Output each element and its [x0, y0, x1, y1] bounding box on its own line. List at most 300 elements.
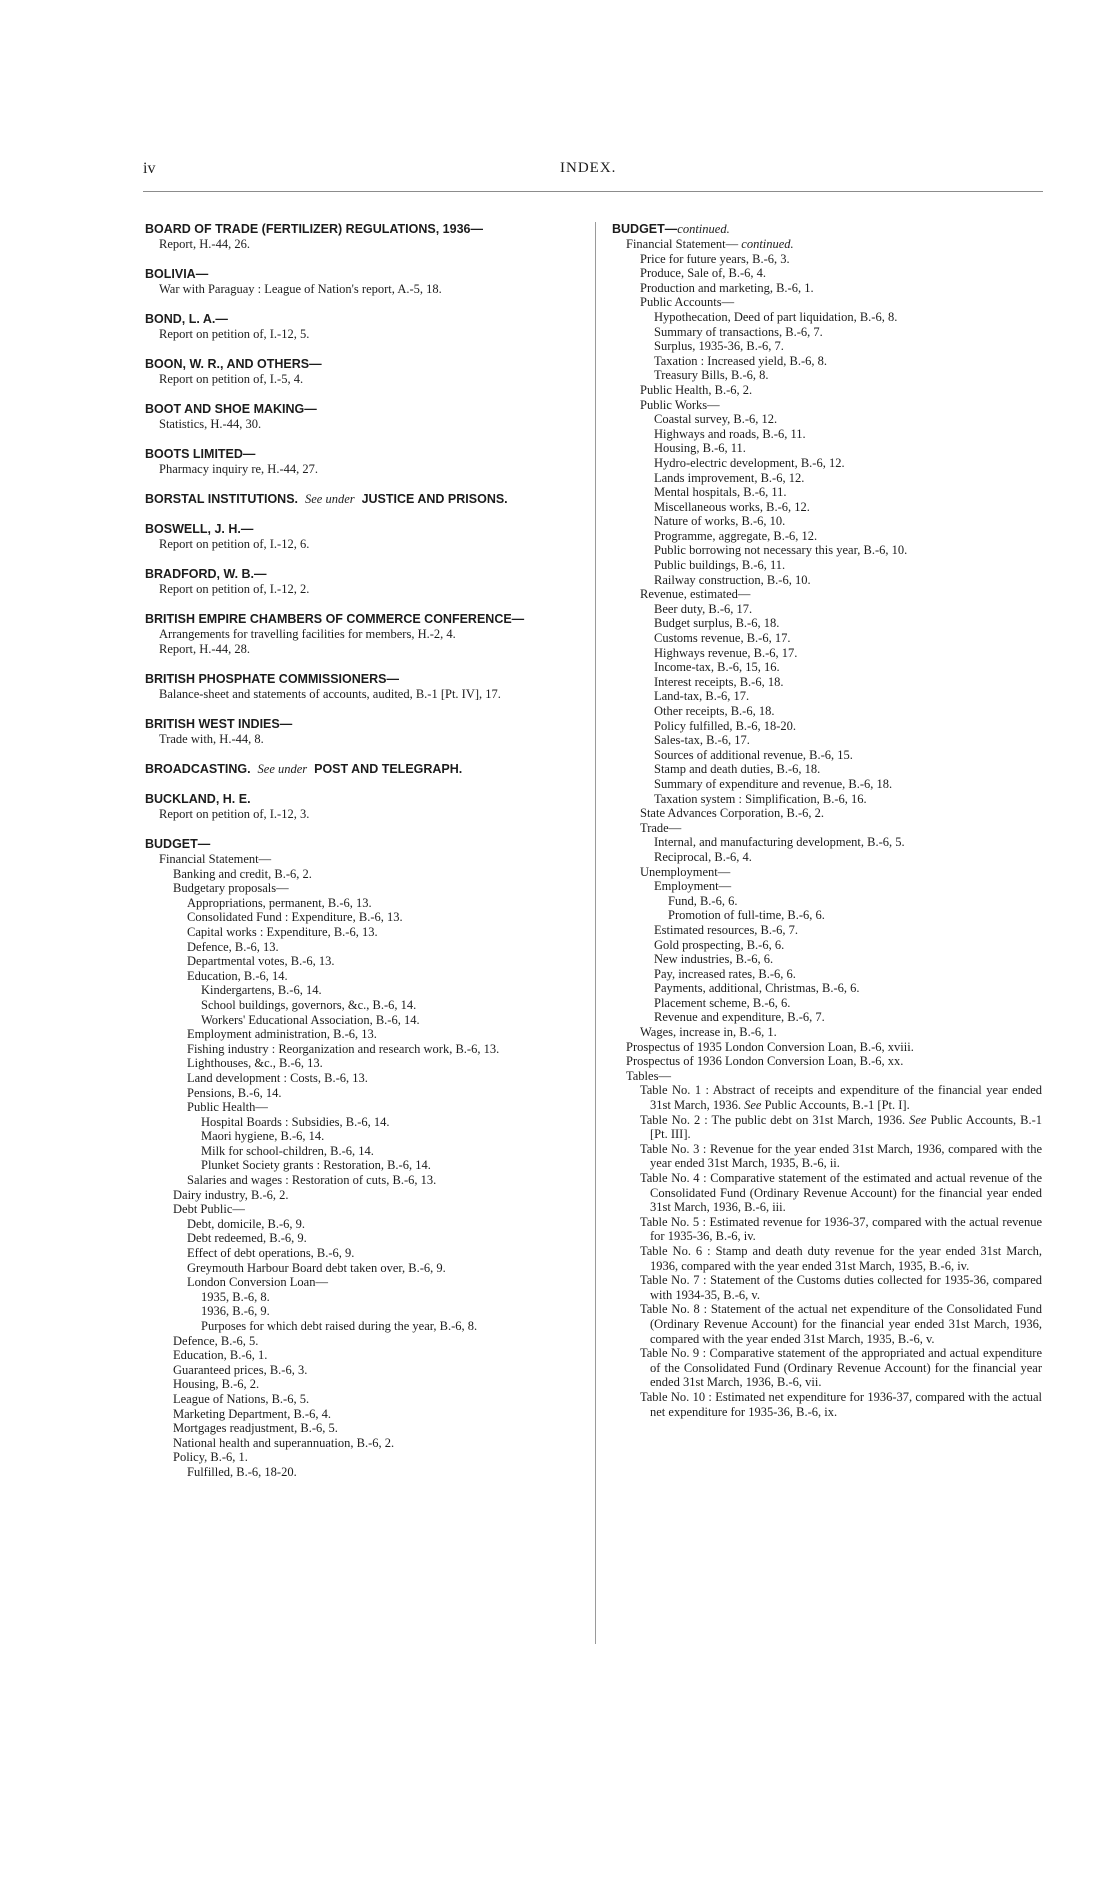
line-text: Sales-tax, B.-6, 17. — [654, 733, 750, 748]
budget-line — [612, 412, 1042, 427]
budget-line — [612, 850, 1042, 865]
line-text: Consolidated Fund : Expenditure, B.-6, 13. — [187, 910, 403, 925]
line-text: Revenue, estimated— — [640, 587, 751, 602]
budget-line — [612, 456, 1042, 471]
heading-text: BUDGET— — [612, 222, 678, 236]
line-text: Employment administration, B.-6, 13. — [187, 1027, 377, 1042]
entry-line: Balance-sheet and statements of accounts, audited, B.-1 [Pt. IV], 17. — [159, 687, 501, 701]
budget-line — [612, 587, 1042, 602]
line-text: Salaries and wages : Restoration of cuts, B.-6, 13. — [187, 1173, 437, 1188]
budget-line — [612, 485, 1042, 500]
line-text: Taxation : Increased yield, B.-6, 8. — [654, 353, 828, 368]
header-rule — [143, 191, 1043, 192]
budget-line — [145, 1202, 581, 1217]
index-entry — [145, 447, 581, 477]
budget-line — [145, 1304, 581, 1319]
line-text: Departmental votes, B.-6, 13. — [187, 954, 335, 969]
line-text: Table No. 3 : Revenue for the year ended 31st March, 1936, compared with the year ended 31st March, 1935, B.-6, ii. — [640, 1141, 1042, 1171]
entry-heading — [145, 267, 581, 282]
line-text: Defence, B.-6, 5. — [173, 1333, 259, 1348]
budget-lines — [145, 852, 581, 1480]
budget-line — [612, 427, 1042, 442]
budget-line — [145, 1407, 581, 1422]
budget-line — [612, 266, 1042, 281]
line-text: Policy fulfilled, B.-6, 18-20. — [654, 718, 796, 733]
line-text-after: Public Accounts, B.-1 [Pt. III]. — [650, 1112, 1043, 1142]
line-text: Financial Statement— — [626, 237, 739, 251]
line-text: Table No. 5 : Estimated revenue for 1936-37, compared with the actual revenue for 1935-36, B.-6, iv. — [640, 1214, 1042, 1244]
index-entry — [145, 312, 581, 342]
line-text: Debt, domicile, B.-6, 9. — [187, 1216, 306, 1231]
budget-line — [612, 792, 1042, 807]
budget-line — [612, 398, 1042, 413]
budget-line — [145, 1275, 581, 1290]
entry-line: Report on petition of, I.-12, 5. — [159, 327, 310, 341]
budget-line — [612, 1069, 1042, 1084]
budget-line — [612, 719, 1042, 734]
line-text: Effect of debt operations, B.-6, 9. — [187, 1246, 355, 1261]
budget-line — [612, 733, 1042, 748]
entry-heading — [145, 717, 581, 732]
line-text-after: Public Accounts, B.-1 [Pt. I]. — [764, 1098, 910, 1113]
line-text: Highways and roads, B.-6, 11. — [654, 426, 806, 441]
budget-line — [612, 281, 1042, 296]
entry-heading — [612, 222, 1042, 237]
budget-line — [612, 967, 1042, 982]
line-text: Table No. 1 : Abstract of receipts and expenditure of the financial year ended 31st March, 1936. — [640, 1083, 1042, 1113]
budget-line — [145, 1319, 581, 1334]
entry-heading — [145, 522, 581, 537]
budget-line — [145, 1158, 581, 1173]
line-text: Budgetary proposals— — [173, 881, 289, 896]
budget-line — [145, 1100, 581, 1115]
line-text: Produce, Sale of, B.-6, 4. — [640, 266, 767, 281]
budget-line — [145, 1188, 581, 1203]
line-text: Coastal survey, B.-6, 12. — [654, 412, 778, 427]
line-text: Table No. 8 : Statement of the actual net expenditure of the Consolidated Fund (Ordinary Revenue Account) for the financial year ended 31st March, 1936, compared with the year ended 31st March, 1935, B.-6, v. — [640, 1302, 1042, 1346]
line-text: Table No. 7 : Statement of the Customs duties collected for 1935-36, compared with 1934-35, B.-6, v. — [640, 1273, 1042, 1302]
budget-line — [145, 1465, 581, 1480]
entry-heading: BUDGET— — [145, 837, 211, 851]
line-text: Policy, B.-6, 1. — [173, 1450, 248, 1465]
budget-line — [612, 908, 1042, 923]
budget-line — [612, 543, 1042, 558]
budget-line — [612, 1215, 1042, 1244]
line-text: Sources of additional revenue, B.-6, 15. — [654, 747, 853, 762]
line-text: National health and superannuation, B.-6, 2. — [173, 1435, 395, 1450]
heading-text: BRADFORD, W. B.— — [145, 567, 267, 581]
budget-line — [612, 237, 1042, 252]
running-title: INDEX. — [560, 160, 617, 176]
line-text: Promotion of full-time, B.-6, 6. — [668, 908, 825, 923]
line-text: Housing, B.-6, 11. — [654, 441, 746, 456]
budget-line — [145, 1377, 581, 1392]
line-text: Surplus, 1935-36, B.-6, 7. — [654, 339, 784, 354]
index-entry — [145, 717, 581, 747]
entry-heading — [145, 567, 581, 582]
line-text: Highways revenue, B.-6, 17. — [654, 645, 798, 660]
line-text: Marketing Department, B.-6, 4. — [173, 1406, 331, 1421]
line-text: Table No. 9 : Comparative statement of the appropriated and actual expenditure of the Consolidated Fund (Ordinary Revenue Account) for the financial year ended 31st March, 1936, B.-6, vii. — [640, 1346, 1042, 1390]
line-text: Public buildings, B.-6, 11. — [654, 558, 786, 573]
line-text: Public Health, B.-6, 2. — [640, 382, 753, 397]
budget-line — [612, 631, 1042, 646]
budget-line — [612, 514, 1042, 529]
entry-line: Statistics, H.-44, 30. — [159, 417, 262, 431]
right-column — [612, 222, 1042, 1419]
line-text: Table No. 10 : Estimated net expenditure for 1936-37, compared with the actual net expenditure for 1935-36, B.-6, ix. — [640, 1389, 1042, 1419]
heading-text: BOON, W. R., AND OTHERS— — [145, 357, 322, 371]
index-entry — [145, 222, 581, 252]
budget-line — [612, 339, 1042, 354]
budget-line — [612, 689, 1042, 704]
line-text: Land development : Costs, B.-6, 13. — [187, 1070, 368, 1085]
budget-line — [145, 925, 581, 940]
line-text: Education, B.-6, 1. — [173, 1348, 268, 1363]
budget-line — [145, 910, 581, 925]
budget-line — [145, 1013, 581, 1028]
heading-text: BRITISH WEST INDIES— — [145, 717, 293, 731]
budget-line — [145, 852, 581, 867]
line-text: Nature of works, B.-6, 10. — [654, 514, 786, 529]
line-text: Programme, aggregate, B.-6, 12. — [654, 528, 818, 543]
line-text: Land-tax, B.-6, 17. — [654, 689, 750, 704]
budget-line — [145, 1392, 581, 1407]
line-text: Stamp and death duties, B.-6, 18. — [654, 762, 821, 777]
budget-line — [612, 354, 1042, 369]
heading-text: BORSTAL INSTITUTIONS. — [145, 492, 299, 506]
line-text: Banking and credit, B.-6, 2. — [173, 866, 312, 881]
line-text: Debt redeemed, B.-6, 9. — [187, 1231, 307, 1246]
budget-line — [612, 573, 1042, 588]
budget-line — [612, 1171, 1042, 1215]
line-text: Treasury Bills, B.-6, 8. — [654, 368, 769, 383]
budget-line — [612, 252, 1042, 267]
line-text: Beer duty, B.-6, 17. — [654, 601, 753, 616]
budget-line — [145, 1290, 581, 1305]
line-text: Reciprocal, B.-6, 4. — [654, 849, 752, 864]
budget-line — [145, 983, 581, 998]
entry-heading — [145, 357, 581, 372]
budget-line — [145, 1042, 581, 1057]
budget-line — [612, 675, 1042, 690]
cross-reference: POST AND TELEGRAPH. — [314, 762, 463, 776]
budget-line — [145, 1334, 581, 1349]
line-text: Revenue and expenditure, B.-6, 7. — [654, 1010, 825, 1025]
index-entry — [145, 492, 581, 507]
entry-line: War with Paraguay : League of Nation's report, A.-5, 18. — [159, 282, 442, 296]
budget-line — [612, 602, 1042, 617]
index-entry — [145, 612, 581, 657]
budget-line — [145, 1115, 581, 1130]
budget-line — [612, 1390, 1042, 1419]
budget-line — [145, 954, 581, 969]
line-text: Hypothecation, Deed of part liquidation, B.-6, 8. — [654, 309, 898, 324]
line-text: Miscellaneous works, B.-6, 12. — [654, 499, 810, 514]
line-text: Employment— — [654, 879, 732, 894]
left-column — [145, 222, 581, 1495]
budget-line — [145, 1363, 581, 1378]
entry-line: Report on petition of, I.-12, 6. — [159, 537, 310, 551]
line-text: Pensions, B.-6, 14. — [187, 1085, 282, 1100]
entry-line: Arrangements for travelling facilities for members, H.-2, 4. — [159, 627, 456, 641]
line-text: London Conversion Loan— — [187, 1275, 328, 1290]
index-entry — [145, 522, 581, 552]
entry-heading — [145, 402, 581, 417]
budget-line — [612, 704, 1042, 719]
budget-line — [145, 1450, 581, 1465]
line-text: Plunket Society grants : Restoration, B.-6, 14. — [201, 1158, 431, 1173]
budget-line — [145, 1231, 581, 1246]
line-text: Kindergartens, B.-6, 14. — [201, 983, 322, 998]
line-text: Tables— — [626, 1068, 671, 1083]
line-text: Wages, increase in, B.-6, 1. — [640, 1025, 777, 1040]
line-text: Customs revenue, B.-6, 17. — [654, 631, 791, 646]
budget-line — [612, 1054, 1042, 1069]
entry-heading — [145, 792, 581, 807]
index-entry — [145, 267, 581, 297]
budget-line — [145, 881, 581, 896]
line-text: Table No. 4 : Comparative statement of the estimated and actual revenue of the Consolidated Fund (Ordinary Revenue Account) for the financial year ended 31st March, 1936, B.-6, iii. — [640, 1171, 1042, 1215]
line-text: League of Nations, B.-6, 5. — [173, 1391, 310, 1406]
line-text: Placement scheme, B.-6, 6. — [654, 995, 791, 1010]
budget-line — [612, 295, 1042, 310]
budget-line — [612, 1273, 1042, 1302]
budget-line — [612, 325, 1042, 340]
line-text: Other receipts, B.-6, 18. — [654, 704, 775, 718]
budget-line — [145, 969, 581, 984]
budget-line — [145, 1173, 581, 1188]
line-text: Public Works— — [640, 397, 720, 412]
budget-line — [145, 1246, 581, 1261]
line-text: Unemployment— — [640, 864, 731, 879]
line-text: 1936, B.-6, 9. — [201, 1304, 270, 1319]
budget-line — [612, 660, 1042, 675]
see-under-label: See under — [257, 762, 308, 776]
budget-line — [145, 940, 581, 955]
line-text: Public Accounts— — [640, 295, 735, 310]
budget-line — [145, 1129, 581, 1144]
index-entry — [145, 402, 581, 432]
budget-line — [612, 821, 1042, 836]
line-text: Public Health— — [187, 1100, 268, 1115]
heading-text: BRITISH PHOSPHATE COMMISSIONERS— — [145, 672, 399, 686]
budget-line — [612, 1302, 1042, 1346]
budget-line — [612, 879, 1042, 894]
line-text: Guaranteed prices, B.-6, 3. — [173, 1362, 308, 1377]
heading-text: BROADCASTING. — [145, 762, 251, 776]
entry-heading — [145, 612, 581, 627]
budget-line — [612, 981, 1042, 996]
line-text: Maori hygiene, B.-6, 14. — [201, 1129, 325, 1144]
italic-text: See — [744, 1098, 762, 1113]
line-text: Hydro-electric development, B.-6, 12. — [654, 455, 845, 470]
line-text: Fulfilled, B.-6, 18-20. — [187, 1464, 297, 1479]
line-text: Pay, increased rates, B.-6, 6. — [654, 966, 796, 981]
budget-line — [612, 1346, 1042, 1390]
line-text: Trade— — [640, 820, 682, 835]
budget-line — [612, 777, 1042, 792]
line-text: Mortgages readjustment, B.-6, 5. — [173, 1421, 338, 1436]
budget-line — [612, 646, 1042, 661]
italic-text: continued. — [741, 237, 794, 251]
budget-line — [145, 1217, 581, 1232]
line-text: School buildings, governors, &c., B.-6, 14. — [201, 997, 417, 1012]
budget-line — [612, 558, 1042, 573]
heading-text: BOARD OF TRADE (FERTILIZER) REGULATIONS, 1936— — [145, 222, 483, 236]
line-text: Appropriations, permanent, B.-6, 13. — [187, 895, 372, 910]
line-text: Fishing industry : Reorganization and research work, B.-6, 13. — [187, 1041, 500, 1056]
budget-line — [145, 1261, 581, 1276]
line-text: New industries, B.-6, 6. — [654, 952, 774, 967]
budget-line — [612, 1025, 1042, 1040]
line-text: Prospectus of 1935 London Conversion Loan, B.-6, xviii. — [626, 1039, 914, 1054]
index-entry — [145, 672, 581, 702]
entry-heading — [145, 672, 581, 687]
entry-heading — [145, 492, 581, 507]
entry-line: Report, H.-44, 26. — [159, 237, 250, 251]
line-text: Mental hospitals, B.-6, 11. — [654, 485, 787, 500]
heading-text: BOND, L. A.— — [145, 312, 228, 326]
line-text: State Advances Corporation, B.-6, 2. — [640, 806, 824, 821]
entry-line: Report on petition of, I.-5, 4. — [159, 372, 304, 386]
budget-line — [612, 938, 1042, 953]
line-text: Payments, additional, Christmas, B.-6, 6. — [654, 981, 860, 996]
budget-line — [612, 1244, 1042, 1273]
budget-line — [612, 500, 1042, 515]
line-text: Dairy industry, B.-6, 2. — [173, 1187, 289, 1202]
line-text: Fund, B.-6, 6. — [668, 893, 738, 908]
entry-line: Report on petition of, I.-12, 2. — [159, 582, 310, 596]
budget-entry — [145, 837, 581, 1480]
budget-line — [612, 368, 1042, 383]
budget-line — [145, 998, 581, 1013]
line-text: Gold prospecting, B.-6, 6. — [654, 937, 785, 952]
line-text: Budget surplus, B.-6, 18. — [654, 616, 780, 631]
entry-heading — [145, 447, 581, 462]
page-number: iv — [143, 160, 156, 177]
line-text: Capital works : Expenditure, B.-6, 13. — [187, 924, 378, 939]
budget-line — [145, 1421, 581, 1436]
index-entry — [145, 357, 581, 387]
heading-text: BRITISH EMPIRE CHAMBERS OF COMMERCE CONFERENCE— — [145, 612, 525, 626]
budget-line — [612, 835, 1042, 850]
line-text: Public borrowing not necessary this year, B.-6, 10. — [654, 543, 908, 558]
budget-line — [145, 867, 581, 882]
budget-line — [612, 310, 1042, 325]
continued-label: continued. — [677, 222, 730, 236]
budget-line — [145, 1086, 581, 1101]
budget-line — [612, 1010, 1042, 1025]
index-entry — [145, 567, 581, 597]
budget-line — [145, 1027, 581, 1042]
line-text: Defence, B.-6, 13. — [187, 939, 279, 954]
budget-line — [612, 1113, 1042, 1142]
heading-text: BOOT AND SHOE MAKING— — [145, 402, 317, 416]
heading-text: BUCKLAND, H. E. — [145, 792, 251, 806]
left-entries — [145, 222, 581, 822]
line-text: Railway construction, B.-6, 10. — [654, 572, 811, 587]
line-text: Taxation system : Simplification, B.-6, 16. — [654, 791, 867, 806]
line-text: Price for future years, B.-6, 3. — [640, 251, 790, 266]
heading-text: BOLIVIA— — [145, 267, 209, 281]
line-text: Estimated resources, B.-6, 7. — [654, 922, 799, 937]
line-text: Summary of expenditure and revenue, B.-6, 18. — [654, 776, 893, 791]
budget-line — [612, 748, 1042, 763]
budget-line — [612, 383, 1042, 398]
line-text: Summary of transactions, B.-6, 7. — [654, 324, 823, 339]
budget-line — [145, 1071, 581, 1086]
budget-line — [145, 1348, 581, 1363]
budget-lines — [612, 237, 1042, 1419]
line-text: Prospectus of 1936 London Conversion Loan, B.-6, xx. — [626, 1054, 904, 1069]
budget-line — [612, 441, 1042, 456]
line-text: Purposes for which debt raised during the year, B.-6, 8. — [201, 1319, 478, 1333]
budget-line — [145, 1436, 581, 1451]
entry-line: Trade with, H.-44, 8. — [159, 732, 264, 746]
line-text: Housing, B.-6, 2. — [173, 1377, 260, 1392]
line-text: Internal, and manufacturing development, B.-6, 5. — [654, 835, 905, 850]
line-text: Education, B.-6, 14. — [187, 968, 288, 983]
index-entry — [145, 792, 581, 822]
budget-line — [612, 529, 1042, 544]
budget-line — [612, 616, 1042, 631]
budget-line — [612, 996, 1042, 1011]
entry-line: Report on petition of, I.-12, 3. — [159, 807, 310, 821]
line-text: Lighthouses, &c., B.-6, 13. — [187, 1056, 323, 1071]
budget-line — [612, 1040, 1042, 1055]
entry-line: Report, H.-44, 28. — [159, 642, 250, 656]
budget-line — [612, 923, 1042, 938]
entry-heading — [145, 762, 581, 777]
line-text: Workers' Educational Association, B.-6, 14. — [201, 1012, 420, 1027]
budget-line — [612, 762, 1042, 777]
budget-line — [612, 471, 1042, 486]
italic-text: See — [909, 1112, 927, 1127]
budget-line — [612, 865, 1042, 880]
cross-reference: JUSTICE AND PRISONS. — [361, 492, 508, 506]
line-text: Hospital Boards : Subsidies, B.-6, 14. — [201, 1114, 390, 1129]
budget-line — [145, 1056, 581, 1071]
budget-line — [145, 1144, 581, 1159]
line-text: 1935, B.-6, 8. — [201, 1289, 270, 1304]
line-text: Debt Public— — [173, 1202, 245, 1217]
heading-text: BOOTS LIMITED— — [145, 447, 256, 461]
entry-heading — [145, 312, 581, 327]
see-under-label: See under — [304, 492, 355, 506]
index-entry — [145, 762, 581, 777]
budget-line — [612, 1083, 1042, 1112]
budget-line — [612, 1142, 1042, 1171]
budget-line — [145, 896, 581, 911]
line-text: Greymouth Harbour Board debt taken over, B.-6, 9. — [187, 1260, 446, 1275]
entry-heading — [145, 222, 581, 237]
entry-line: Pharmacy inquiry re, H.-44, 27. — [159, 462, 318, 476]
budget-line — [612, 952, 1042, 967]
line-text: Financial Statement— — [159, 852, 272, 866]
line-text: Production and marketing, B.-6, 1. — [640, 280, 814, 295]
line-text: Table No. 6 : Stamp and death duty revenue for the year ended 31st March, 1936, compared with the year ended 31st March, 1935, B.-6, iv. — [640, 1243, 1042, 1273]
budget-line — [612, 894, 1042, 909]
column-divider — [595, 222, 596, 1644]
line-text: Lands improvement, B.-6, 12. — [654, 470, 805, 485]
line-text: Milk for school-children, B.-6, 14. — [201, 1143, 374, 1158]
line-text: Interest receipts, B.-6, 18. — [654, 674, 784, 689]
line-text: Income-tax, B.-6, 15, 16. — [654, 660, 780, 675]
line-text: Table No. 2 : The public debt on 31st March, 1936. — [640, 1112, 906, 1127]
heading-text: BOSWELL, J. H.— — [145, 522, 254, 536]
budget-line — [612, 806, 1042, 821]
